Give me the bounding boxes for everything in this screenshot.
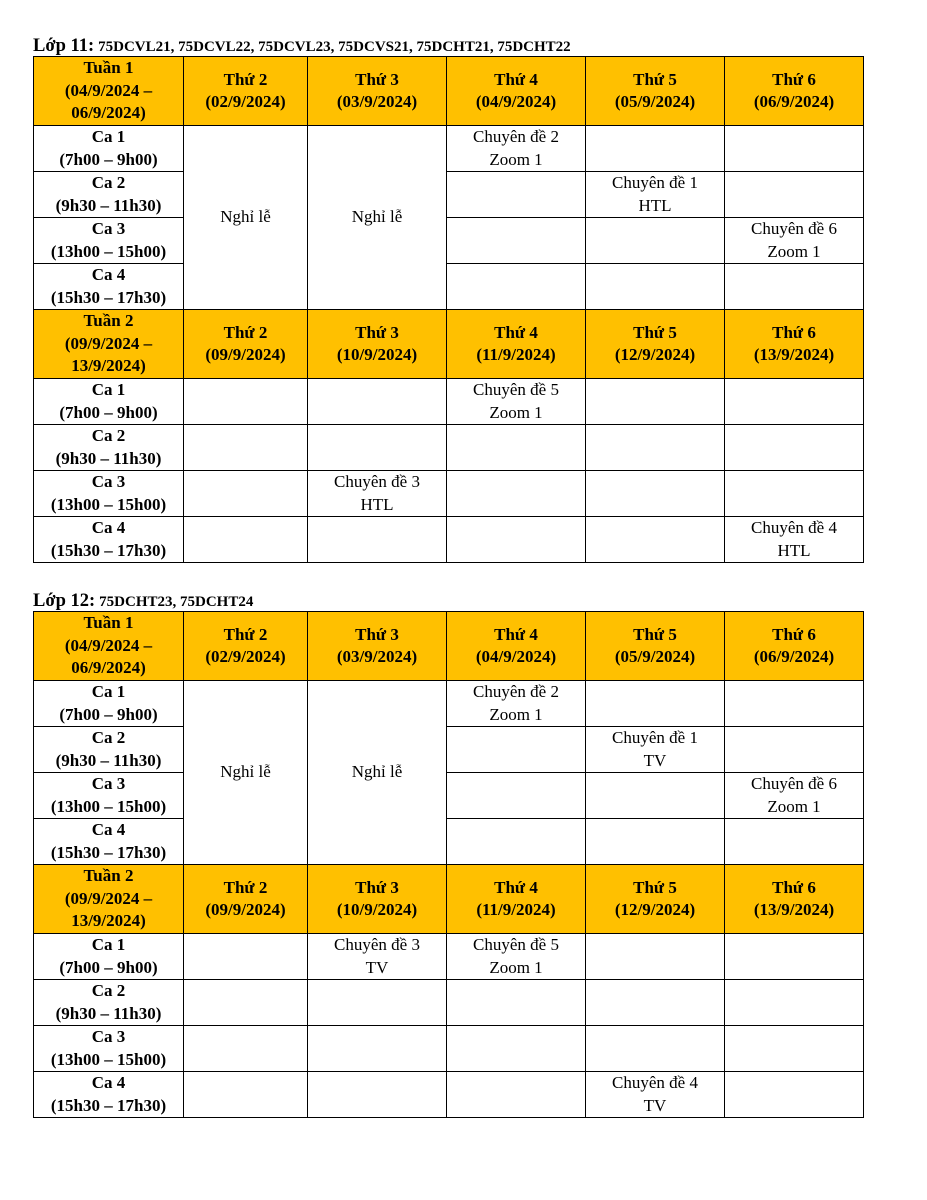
day-header-day: Thứ 2 xyxy=(223,69,268,89)
session-cell-line: Chuyên đề 3 xyxy=(334,472,420,491)
session-cell xyxy=(308,425,447,471)
table-row xyxy=(34,517,864,563)
week-header-line: 06/9/2024) xyxy=(71,658,146,678)
session-cell xyxy=(447,517,586,563)
shift-cell xyxy=(34,517,184,563)
week-header-row xyxy=(34,612,864,681)
shift-shift: Ca 4 xyxy=(91,1073,126,1092)
session-cell-line: TV xyxy=(643,1095,667,1115)
schedule-table xyxy=(33,56,864,563)
day-header-day: Thứ 4 xyxy=(494,322,538,342)
table-row xyxy=(34,980,864,1026)
day-header-date: (09/9/2024) xyxy=(205,900,286,919)
session-cell xyxy=(447,379,586,425)
shift-shift: Ca 4 xyxy=(91,820,126,839)
session-cell xyxy=(447,172,586,218)
week-header-row xyxy=(34,865,864,934)
shift-shift: Ca 1 xyxy=(91,682,126,701)
session-cell-line: HTL xyxy=(638,195,672,215)
session-cell-line: Zoom 1 xyxy=(767,241,821,261)
day-header xyxy=(586,865,725,934)
shift-time: (7h00 – 9h00) xyxy=(59,957,158,977)
session-cell xyxy=(447,425,586,471)
session-cell xyxy=(308,980,447,1026)
session-cell xyxy=(725,727,864,773)
session-cell xyxy=(447,1026,586,1072)
week-header-line: (04/9/2024 – xyxy=(64,80,153,100)
shift-cell xyxy=(34,126,184,172)
session-cell-line: Zoom 1 xyxy=(767,796,821,816)
day-header xyxy=(725,57,864,126)
week-header-line: Tuần 1 xyxy=(83,613,134,633)
session-cell xyxy=(586,1026,725,1072)
shift-cell xyxy=(34,773,184,819)
shift-time: (7h00 – 9h00) xyxy=(59,402,158,422)
day-header-date: (05/9/2024) xyxy=(614,647,696,666)
day-header-day: Thứ 4 xyxy=(494,69,538,89)
session-cell xyxy=(447,819,586,865)
week-header-row xyxy=(34,57,864,126)
session-cell xyxy=(586,264,725,310)
shift-cell xyxy=(34,218,184,264)
shift-shift: Ca 2 xyxy=(91,426,126,445)
session-cell xyxy=(725,1072,864,1118)
day-header xyxy=(447,310,586,379)
day-header-day: Thứ 3 xyxy=(355,624,399,644)
session-cell xyxy=(308,471,447,517)
day-header-day: Thứ 6 xyxy=(772,624,816,644)
session-cell-line: Chuyên đề 2 xyxy=(473,682,559,701)
week-header-line: (04/9/2024 – xyxy=(64,635,153,655)
session-cell xyxy=(586,218,725,264)
session-cell xyxy=(308,517,447,563)
shift-time: (13h00 – 15h00) xyxy=(50,1049,167,1069)
shift-shift: Ca 3 xyxy=(91,219,126,238)
shift-cell xyxy=(34,1072,184,1118)
shift-cell xyxy=(34,819,184,865)
shift-cell xyxy=(34,1026,184,1072)
day-header xyxy=(447,865,586,934)
session-cell xyxy=(725,218,864,264)
session-cell-line: Zoom 1 xyxy=(489,402,543,422)
session-cell-line: TV xyxy=(643,750,667,770)
session-cell xyxy=(184,980,308,1026)
table-row xyxy=(34,819,864,865)
day-header-date: (11/9/2024) xyxy=(476,900,556,919)
table-row xyxy=(34,471,864,517)
session-cell xyxy=(725,379,864,425)
shift-shift: Ca 2 xyxy=(91,981,126,1000)
session-cell xyxy=(447,681,586,727)
session-cell-line: HTL xyxy=(360,494,394,514)
day-header xyxy=(447,612,586,681)
day-header xyxy=(586,57,725,126)
table-row xyxy=(34,934,864,980)
day-header xyxy=(586,310,725,379)
table-row xyxy=(34,727,864,773)
session-cell xyxy=(586,1072,725,1118)
class-12-section xyxy=(33,591,863,1118)
week-header-line: Tuần 2 xyxy=(83,866,134,886)
day-header-date: (10/9/2024) xyxy=(336,345,418,364)
session-cell-line: Chuyên đề 1 xyxy=(612,173,698,192)
day-header-day: Thứ 5 xyxy=(633,877,677,897)
session-cell xyxy=(308,379,447,425)
week-header xyxy=(34,57,184,126)
session-cell xyxy=(447,1072,586,1118)
day-header-day: Thứ 4 xyxy=(494,877,538,897)
shift-shift: Ca 4 xyxy=(91,518,126,537)
shift-shift: Ca 3 xyxy=(91,472,126,491)
shift-shift: Ca 4 xyxy=(91,265,126,284)
week-header-line: (09/9/2024 – xyxy=(64,333,153,353)
week-header-line: (09/9/2024 – xyxy=(64,888,153,908)
day-header-date: (13/9/2024) xyxy=(753,345,835,364)
session-cell xyxy=(725,934,864,980)
day-header-date: (12/9/2024) xyxy=(614,345,696,364)
session-cell xyxy=(308,1072,447,1118)
shift-cell xyxy=(34,980,184,1026)
shift-cell xyxy=(34,379,184,425)
session-cell xyxy=(447,773,586,819)
day-header xyxy=(308,865,447,934)
session-cell xyxy=(447,126,586,172)
session-cell xyxy=(586,934,725,980)
day-header-date: (02/9/2024) xyxy=(205,647,286,666)
shift-time: (9h30 – 11h30) xyxy=(55,1003,162,1023)
day-header xyxy=(184,865,308,934)
session-cell xyxy=(184,425,308,471)
table-row xyxy=(34,264,864,310)
table-row xyxy=(34,218,864,264)
table-row xyxy=(34,773,864,819)
session-cell xyxy=(447,471,586,517)
day-header-date: (12/9/2024) xyxy=(614,900,696,919)
session-cell xyxy=(447,218,586,264)
day-header-date: (03/9/2024) xyxy=(336,647,418,666)
shift-cell xyxy=(34,264,184,310)
table-row xyxy=(34,425,864,471)
session-cell-line: TV xyxy=(365,957,389,977)
shift-shift: Ca 1 xyxy=(91,380,126,399)
class-title xyxy=(33,591,863,611)
session-cell xyxy=(184,471,308,517)
class-label: Lớp 12: xyxy=(33,591,96,611)
shift-time: (9h30 – 11h30) xyxy=(55,750,162,770)
session-cell xyxy=(447,934,586,980)
class-11-section xyxy=(33,36,863,563)
table-row xyxy=(34,1026,864,1072)
shift-time: (13h00 – 15h00) xyxy=(50,241,167,261)
day-header xyxy=(308,57,447,126)
session-cell-line: Chuyên đề 3 xyxy=(334,935,420,954)
day-header-day: Thứ 4 xyxy=(494,624,538,644)
session-cell xyxy=(586,773,725,819)
day-header-day: Thứ 5 xyxy=(633,624,677,644)
day-header-date: (05/9/2024) xyxy=(614,92,696,111)
session-cell xyxy=(725,980,864,1026)
session-cell xyxy=(184,1026,308,1072)
day-header-day: Thứ 5 xyxy=(633,69,677,89)
day-header-date: (06/9/2024) xyxy=(753,647,835,666)
table-row xyxy=(34,172,864,218)
session-cell xyxy=(725,264,864,310)
day-header-day: Thứ 3 xyxy=(355,322,399,342)
day-header-day: Thứ 6 xyxy=(772,69,816,89)
session-cell-line: Chuyên đề 4 xyxy=(751,518,837,537)
session-cell-line: Chuyên đề 6 xyxy=(751,219,837,238)
session-cell xyxy=(725,126,864,172)
day-header-date: (11/9/2024) xyxy=(476,345,556,364)
day-header-date: (02/9/2024) xyxy=(205,92,286,111)
session-cell-line: HTL xyxy=(777,540,811,560)
session-cell xyxy=(725,517,864,563)
session-cell xyxy=(586,425,725,471)
table-row xyxy=(34,681,864,727)
session-cell xyxy=(586,172,725,218)
session-cell xyxy=(725,819,864,865)
shift-time: (15h30 – 17h30) xyxy=(50,540,167,560)
day-header xyxy=(308,310,447,379)
day-header xyxy=(308,612,447,681)
session-cell xyxy=(586,681,725,727)
day-header xyxy=(725,310,864,379)
shift-time: (15h30 – 17h30) xyxy=(50,1095,167,1115)
shift-time: (7h00 – 9h00) xyxy=(59,704,158,724)
session-cell xyxy=(447,727,586,773)
holiday-cell: Nghỉ lễ xyxy=(308,681,447,865)
class-codes: 75DCHT23, 75DCHT24 xyxy=(99,594,254,610)
session-cell xyxy=(725,1026,864,1072)
session-cell xyxy=(725,425,864,471)
session-cell xyxy=(586,379,725,425)
table-row xyxy=(34,1072,864,1118)
session-cell xyxy=(725,172,864,218)
shift-time: (15h30 – 17h30) xyxy=(50,842,167,862)
day-header-day: Thứ 5 xyxy=(633,322,677,342)
table-row xyxy=(34,126,864,172)
week-header-line: Tuần 1 xyxy=(83,58,134,78)
shift-shift: Ca 3 xyxy=(91,1027,126,1046)
table-row xyxy=(34,379,864,425)
day-header-date: (04/9/2024) xyxy=(475,92,557,111)
shift-cell xyxy=(34,681,184,727)
session-cell xyxy=(725,773,864,819)
day-header-day: Thứ 6 xyxy=(772,877,816,897)
session-cell xyxy=(586,727,725,773)
shift-cell xyxy=(34,172,184,218)
day-header-date: (10/9/2024) xyxy=(336,900,418,919)
session-cell xyxy=(725,681,864,727)
week-header-line: 13/9/2024) xyxy=(71,356,146,376)
week-header-line: 06/9/2024) xyxy=(71,103,146,123)
shift-cell xyxy=(34,727,184,773)
shift-time: (7h00 – 9h00) xyxy=(59,149,158,169)
schedule-table xyxy=(33,611,864,1118)
session-cell xyxy=(308,934,447,980)
session-cell xyxy=(447,264,586,310)
day-header-day: Thứ 2 xyxy=(223,877,268,897)
shift-shift: Ca 2 xyxy=(91,728,126,747)
day-header xyxy=(447,57,586,126)
day-header-day: Thứ 3 xyxy=(355,877,399,897)
shift-time: (13h00 – 15h00) xyxy=(50,796,167,816)
class-codes: 75DCVL21, 75DCVL22, 75DCVL23, 75DCVS21, 75DCHT21, 75DCHT22 xyxy=(98,39,571,55)
shift-shift: Ca 2 xyxy=(91,173,126,192)
session-cell-line: Chuyên đề 4 xyxy=(612,1073,698,1092)
session-cell xyxy=(184,517,308,563)
shift-time: (15h30 – 17h30) xyxy=(50,287,167,307)
day-header-date: (13/9/2024) xyxy=(753,900,835,919)
day-header-date: (03/9/2024) xyxy=(336,92,418,111)
shift-shift: Ca 1 xyxy=(91,935,126,954)
day-header-date: (09/9/2024) xyxy=(205,345,286,364)
day-header xyxy=(184,612,308,681)
session-cell-line: Zoom 1 xyxy=(489,957,543,977)
session-cell-line: Chuyên đề 2 xyxy=(473,127,559,146)
session-cell-line: Zoom 1 xyxy=(489,704,543,724)
day-header xyxy=(184,310,308,379)
session-cell xyxy=(586,126,725,172)
week-header xyxy=(34,865,184,934)
week-header-line: 13/9/2024) xyxy=(71,911,146,931)
week-header xyxy=(34,310,184,379)
session-cell-line: Zoom 1 xyxy=(489,149,543,169)
session-cell-line: Chuyên đề 6 xyxy=(751,774,837,793)
holiday-cell: Nghỉ lễ xyxy=(308,126,447,310)
session-cell xyxy=(586,819,725,865)
day-header-day: Thứ 2 xyxy=(223,322,268,342)
session-cell xyxy=(308,1026,447,1072)
session-cell xyxy=(184,1072,308,1118)
week-header xyxy=(34,612,184,681)
shift-shift: Ca 1 xyxy=(91,127,126,146)
session-cell xyxy=(586,471,725,517)
holiday-cell: Nghỉ lễ xyxy=(184,681,308,865)
day-header-day: Thứ 6 xyxy=(772,322,816,342)
day-header xyxy=(725,865,864,934)
day-header xyxy=(184,57,308,126)
session-cell-line: Chuyên đề 5 xyxy=(473,380,559,399)
day-header-date: (06/9/2024) xyxy=(753,92,835,111)
shift-shift: Ca 3 xyxy=(91,774,126,793)
session-cell xyxy=(725,471,864,517)
shift-time: (9h30 – 11h30) xyxy=(55,195,162,215)
class-label: Lớp 11: xyxy=(33,36,95,56)
shift-time: (13h00 – 15h00) xyxy=(50,494,167,514)
day-header-date: (04/9/2024) xyxy=(475,647,557,666)
session-cell-line: Chuyên đề 1 xyxy=(612,728,698,747)
week-header-line: Tuần 2 xyxy=(83,311,134,331)
shift-cell xyxy=(34,471,184,517)
session-cell xyxy=(586,980,725,1026)
session-cell xyxy=(586,517,725,563)
session-cell xyxy=(447,980,586,1026)
day-header-day: Thứ 2 xyxy=(223,624,268,644)
session-cell xyxy=(184,934,308,980)
day-header xyxy=(725,612,864,681)
holiday-cell: Nghỉ lễ xyxy=(184,126,308,310)
session-cell xyxy=(184,379,308,425)
week-header-row xyxy=(34,310,864,379)
shift-cell xyxy=(34,934,184,980)
class-title xyxy=(33,36,863,56)
session-cell-line: Chuyên đề 5 xyxy=(473,935,559,954)
day-header-day: Thứ 3 xyxy=(355,69,399,89)
shift-time: (9h30 – 11h30) xyxy=(55,448,162,468)
day-header xyxy=(586,612,725,681)
shift-cell xyxy=(34,425,184,471)
